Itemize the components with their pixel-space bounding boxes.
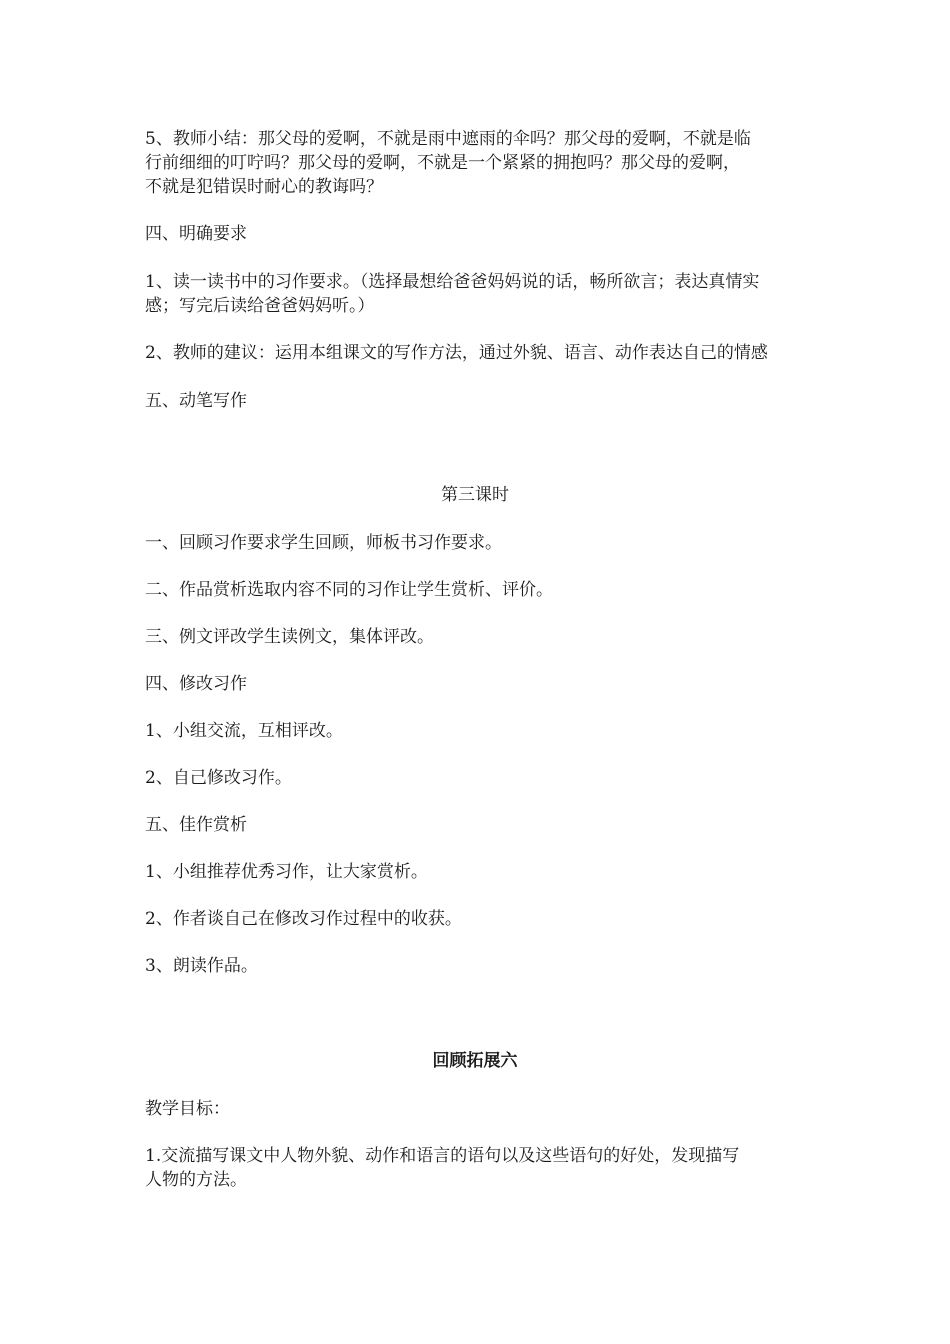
lesson-3-item: 一、回顾习作要求学生回顾，师板书习作要求。 — [145, 533, 502, 553]
requirement-1-line-2: 感；写完后读给爸爸妈妈听。） — [145, 296, 375, 316]
requirement-1-line-1: 1、读一读书中的习作要求。（选择最想给爸爸妈妈说的话，畅所欲言；表达真情实 — [145, 272, 760, 292]
summary-line-1: 5、教师小结：那父母的爱啊，不就是雨中遮雨的伞吗？那父母的爱啊，不就是临 — [145, 129, 751, 149]
lesson-3-item: 2、自己修改习作。 — [145, 768, 292, 788]
lesson-3-item: 3、朗读作品。 — [145, 956, 258, 976]
summary-line-3: 不就是犯错误时耐心的教诲吗？ — [145, 177, 383, 197]
requirement-2: 2、教师的建议：运用本组课文的写作方法，通过外貌、语言、动作表达自己的情感 — [145, 343, 768, 363]
lesson-3-item: 三、例文评改学生读例文，集体评改。 — [145, 627, 434, 647]
summary-line-2: 行前细细的叮咛吗？那父母的爱啊，不就是一个紧紧的拥抱吗？那父母的爱啊， — [145, 153, 740, 173]
lesson-3-item: 四、修改习作 — [145, 674, 247, 694]
lesson-3-item: 二、作品赏析选取内容不同的习作让学生赏析、评价。 — [145, 580, 553, 600]
heading-clarify-requirements: 四、明确要求 — [145, 224, 247, 244]
teaching-goals-label: 教学目标： — [145, 1099, 230, 1119]
review-6-title: 回顾拓展六 — [432, 1051, 518, 1071]
goal-1-line-1: 1.交流描写课文中人物外貌、动作和语言的语句以及这些语句的好处，发现描写 — [145, 1146, 740, 1166]
heading-start-writing: 五、动笔写作 — [145, 391, 247, 411]
lesson-3-title: 第三课时 — [441, 485, 509, 505]
lesson-3-item: 五、佳作赏析 — [145, 815, 247, 835]
lesson-3-item: 2、作者谈自己在修改习作过程中的收获。 — [145, 909, 462, 929]
lesson-3-item: 1、小组推荐优秀习作，让大家赏析。 — [145, 862, 428, 882]
goal-1-line-2: 人物的方法。 — [145, 1170, 247, 1190]
lesson-3-item: 1、小组交流，互相评改。 — [145, 721, 343, 741]
